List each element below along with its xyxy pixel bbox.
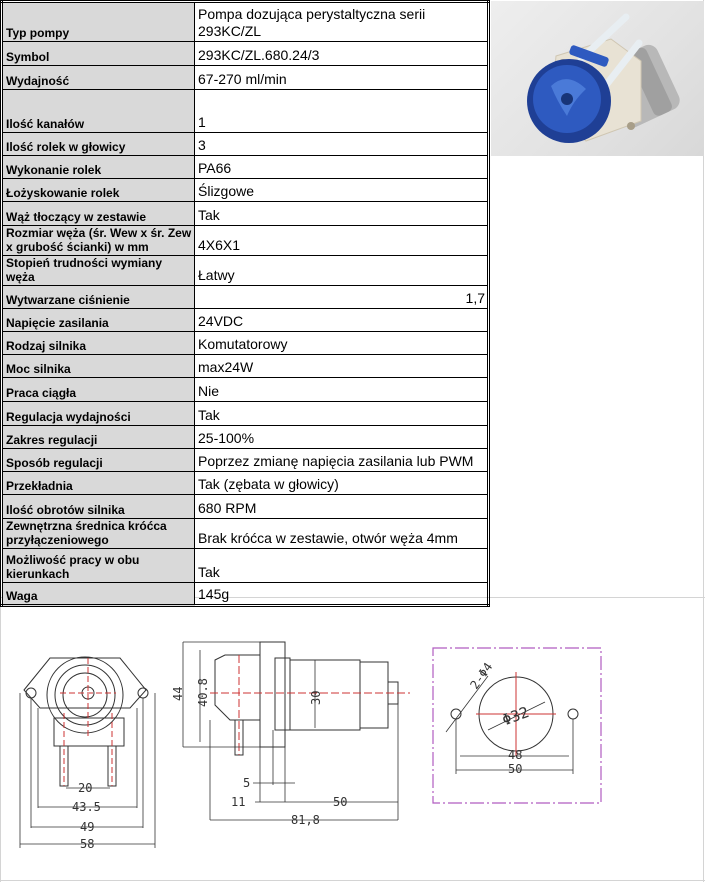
spec-value: Nie [195,378,489,402]
dim-phi-32: Φ32 [499,703,532,730]
spec-label: Symbol [2,42,195,66]
spec-label: Wytwarzane ciśnienie [2,286,195,309]
spec-value: Tak [195,549,489,583]
dim-2-phi-4: 2-Φ4 [467,660,496,692]
table-row [2,202,489,226]
table-row [2,495,489,519]
spec-label: Moc silnika [2,355,195,378]
spec-label: Zewnętrzna średnica króćca przyłączeniowego [2,519,195,549]
spec-value: 145g [195,583,489,606]
spec-value: Tak [195,402,489,426]
spec-value: Ślizgowe [195,179,489,202]
spec-label: Zakres regulacji [2,426,195,449]
pump-photo [491,1,704,156]
spec-value: 1 [195,90,489,133]
spec-value: 1,7 [195,286,489,309]
spec-label: Sposób regulacji [2,449,195,472]
dim-5: 5 [243,776,251,790]
table-row [2,90,489,133]
spec-value: Komutatorowy [195,332,489,355]
dim-48: 48 [508,748,523,762]
table-row [2,549,489,583]
table-row [2,402,489,426]
spec-value: PA66 [195,156,489,179]
spec-value: 680 RPM [195,495,489,519]
table-row [2,378,489,402]
spec-value: Łatwy [195,256,489,286]
table-row [2,472,489,495]
spec-label: Praca ciągła [2,378,195,402]
mount-pattern-drawing [428,644,608,814]
spec-label: Ilość obrotów silnika [2,495,195,519]
spec-value: 24VDC [195,309,489,332]
spec-label: Typ pompy [2,2,195,42]
pump-image [491,1,704,156]
spec-value: 25-100% [195,426,489,449]
table-row [2,133,489,156]
technical-drawings [0,598,705,882]
spec-value: Pompa dozująca perystaltyczna serii 293KC/ZL [195,2,489,42]
spec-value: Tak [195,202,489,226]
spec-value: 3 [195,133,489,156]
spec-value: Brak króćca w zestawie, otwór węża 4mm [195,519,489,549]
dim-50-mount: 50 [508,762,523,776]
table-row [2,42,489,66]
spec-label: Regulacja wydajności [2,402,195,426]
table-row [2,66,489,90]
table-row [2,179,489,202]
dim-11: 11 [231,795,246,809]
table-row [2,2,489,42]
table-row [2,309,489,332]
dim-58: 58 [80,837,95,851]
spec-table [0,0,490,607]
table-row [2,156,489,179]
spec-label: Wydajność [2,66,195,90]
spec-value: 4X6X1 [195,226,489,256]
spec-label: Wykonanie rolek [2,156,195,179]
table-row [2,355,489,378]
table-row [2,426,489,449]
spec-label: Wąż tłoczący w zestawie [2,202,195,226]
table-row [2,256,489,286]
front-view-drawing [0,618,170,878]
spec-value: max24W [195,355,489,378]
dim-20: 20 [78,781,93,795]
spec-value: Poprzez zmianę napięcia zasilania lub PWM [195,449,489,472]
table-row [2,449,489,472]
spec-label: Napięcie zasilania [2,309,195,332]
dim-50: 50 [333,795,348,809]
table-row [2,332,489,355]
spec-label: Rodzaj silnika [2,332,195,355]
table-row [2,226,489,256]
spec-label: Łożyskowanie rolek [2,179,195,202]
spec-value: 293KC/ZL.680.24/3 [195,42,489,66]
dim-44: 44 [171,686,185,701]
spec-label: Rozmiar węża (śr. Wew x śr. Zew x grubość ścianki) w mm [2,226,195,256]
spec-value: Tak (zębata w głowicy) [195,472,489,495]
spec-value: 67-270 ml/min [195,66,489,90]
dim-81-8: 81,8 [291,813,320,827]
spec-label: Stopień trudności wymiany węża [2,256,195,286]
table-row [2,286,489,309]
dim-43-5: 43.5 [72,800,101,814]
spec-label: Możliwość pracy w obu kierunkach [2,549,195,583]
spec-label: Ilość rolek w głowicy [2,133,195,156]
spec-label: Przekładnia [2,472,195,495]
side-view-drawing [165,620,425,860]
dim-40-8: 40.8 [196,678,210,707]
dim-49: 49 [80,820,95,834]
table-row [2,519,489,549]
dim-30: 30 [309,690,323,705]
spec-label: Waga [2,583,195,606]
spec-label: Ilość kanałów [2,90,195,133]
